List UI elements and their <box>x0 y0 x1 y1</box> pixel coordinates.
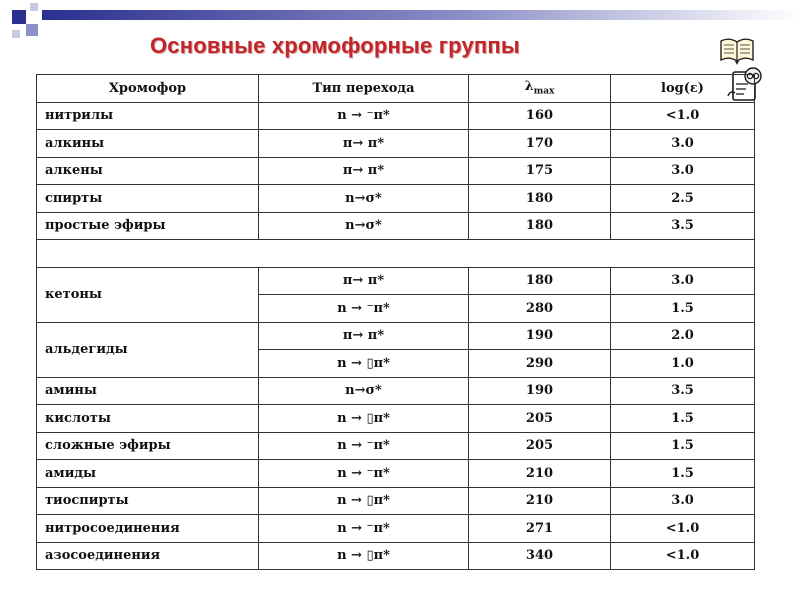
table-row <box>37 157 755 185</box>
cell-transition: n→σ* <box>259 212 469 240</box>
header-log-epsilon: log(ε) <box>611 75 755 103</box>
decor-square <box>12 30 20 38</box>
table-row <box>37 185 755 213</box>
cell-lambda: 205 <box>469 405 611 433</box>
cell-chromophore: кислоты <box>37 405 259 433</box>
table-row <box>37 460 755 488</box>
cell-lambda: 271 <box>469 515 611 543</box>
cell-chromophore: нитросоединения <box>37 515 259 543</box>
slide-title: Основные хромофорные группы <box>150 33 520 58</box>
top-gradient-bar <box>42 10 800 20</box>
cell-lambda: 290 <box>469 350 611 378</box>
cell-transition: n→σ* <box>259 185 469 213</box>
header-lambda-max <box>469 75 611 103</box>
cell-chromophore: алкены <box>37 157 259 185</box>
lambda-symbol: λ <box>524 79 534 95</box>
cell-transition: π→ π* <box>259 130 469 158</box>
cell-transition: n → ▯π* <box>259 487 469 515</box>
cell-transition: n → ▯π* <box>259 350 469 378</box>
cell-transition: n → ▯π* <box>259 405 469 433</box>
empty-cell <box>37 240 755 268</box>
cell-log: 3.0 <box>611 267 755 295</box>
cell-chromophore: альдегиды <box>37 322 259 377</box>
cell-transition: n → ⁻π* <box>259 432 469 460</box>
decor-square <box>12 10 26 24</box>
cell-lambda: 175 <box>469 157 611 185</box>
decor-square <box>30 3 38 11</box>
cell-chromophore: простые эфиры <box>37 212 259 240</box>
cell-transition: π→ π* <box>259 157 469 185</box>
table-row <box>37 322 755 350</box>
book-icon <box>719 36 755 66</box>
cell-chromophore: нитрилы <box>37 102 259 130</box>
cell-lambda: 160 <box>469 102 611 130</box>
cell-log: 2.5 <box>611 185 755 213</box>
cell-log: 3.0 <box>611 487 755 515</box>
cell-chromophore: тиоспирты <box>37 487 259 515</box>
table-row <box>37 377 755 405</box>
table-row <box>37 102 755 130</box>
cell-log: 1.5 <box>611 460 755 488</box>
cell-chromophore: алкины <box>37 130 259 158</box>
table-row <box>37 542 755 570</box>
chromophore-table <box>36 74 755 570</box>
header-chromophore: Хромофор <box>37 75 259 103</box>
cell-lambda: 180 <box>469 185 611 213</box>
cell-transition: n → ▯π* <box>259 542 469 570</box>
cell-log: 3.0 <box>611 157 755 185</box>
cell-chromophore: сложные эфиры <box>37 432 259 460</box>
cell-log: 3.0 <box>611 130 755 158</box>
decor-square <box>26 24 38 36</box>
cell-transition: n→σ* <box>259 377 469 405</box>
cell-transition: n → ⁻π* <box>259 102 469 130</box>
cell-transition: π→ π* <box>259 322 469 350</box>
cell-lambda: 190 <box>469 377 611 405</box>
header-transition: Тип перехода <box>259 75 469 103</box>
cell-log: 1.0 <box>611 350 755 378</box>
table-row <box>37 487 755 515</box>
table-spacer-row <box>37 240 755 268</box>
lambda-subscript: max <box>533 87 555 98</box>
cell-log: 1.5 <box>611 405 755 433</box>
cell-lambda: 190 <box>469 322 611 350</box>
cell-log: 2.0 <box>611 322 755 350</box>
table-row <box>37 515 755 543</box>
cell-lambda: 205 <box>469 432 611 460</box>
table-row <box>37 432 755 460</box>
cell-log: <1.0 <box>611 542 755 570</box>
cell-lambda: 180 <box>469 267 611 295</box>
cell-transition: n → ⁻π* <box>259 460 469 488</box>
cell-lambda: 210 <box>469 460 611 488</box>
cell-chromophore: кетоны <box>37 267 259 322</box>
cell-transition: π→ π* <box>259 267 469 295</box>
cell-lambda: 210 <box>469 487 611 515</box>
cell-transition: n → ⁻π* <box>259 295 469 323</box>
cell-log: 3.5 <box>611 377 755 405</box>
cell-lambda: 340 <box>469 542 611 570</box>
cell-chromophore: амиды <box>37 460 259 488</box>
table-row <box>37 405 755 433</box>
cell-chromophore: азосоединения <box>37 542 259 570</box>
table-row <box>37 212 755 240</box>
table-header-row <box>37 75 755 103</box>
cell-lambda: 280 <box>469 295 611 323</box>
cell-chromophore: амины <box>37 377 259 405</box>
cell-lambda: 180 <box>469 212 611 240</box>
table-row <box>37 130 755 158</box>
cell-log: <1.0 <box>611 102 755 130</box>
cell-lambda: 170 <box>469 130 611 158</box>
cell-chromophore: спирты <box>37 185 259 213</box>
cell-log: 3.5 <box>611 212 755 240</box>
table-row <box>37 267 755 295</box>
cell-log: 1.5 <box>611 432 755 460</box>
cell-log: <1.0 <box>611 515 755 543</box>
cell-transition: n → ⁻π* <box>259 515 469 543</box>
cell-log: 1.5 <box>611 295 755 323</box>
